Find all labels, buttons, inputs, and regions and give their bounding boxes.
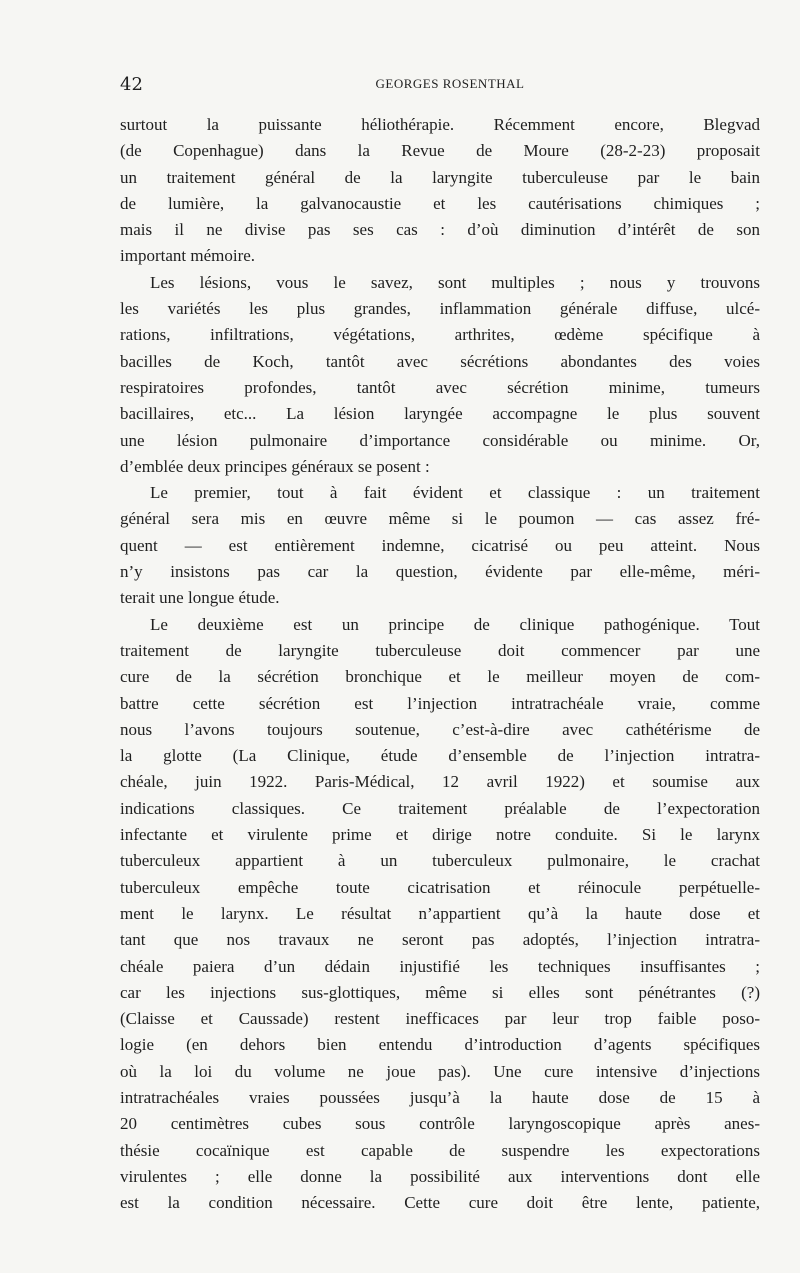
text-line: de lumière, la galvanocaustie et les cautérisations chimiques ; <box>120 193 760 213</box>
text-line: infectante et virulente prime et dirige notre conduite. Si le larynx <box>120 825 760 845</box>
text-line: Le deuxième est un principe de clinique pathogénique. Tout <box>150 614 760 634</box>
body-text <box>120 112 760 1216</box>
text-line: ment le larynx. Le résultat n’appartient qu’à la haute dose et <box>120 903 760 923</box>
text-line: respiratoires profondes, tantôt avec sécrétion minime, tumeurs <box>120 377 760 397</box>
text-line: terait une longue étude. <box>120 588 280 608</box>
text-line: Le premier, tout à fait évident et classique : un traitement <box>150 483 760 503</box>
text-line: nous l’avons toujours soutenue, c’est-à-dire avec cathétérisme de <box>120 719 760 739</box>
text-line: cure de la sécrétion bronchique et le meilleur moyen de com- <box>120 667 760 687</box>
text-line: traitement de laryngite tuberculeuse doit commencer par une <box>120 640 760 660</box>
running-head: GEORGES ROSENTHAL <box>375 76 525 91</box>
text-line: général sera mis en œuvre même si le poumon — cas assez fré- <box>120 509 760 529</box>
text-line: thésie cocaïnique est capable de suspendre les expectorations <box>120 1140 760 1160</box>
page-number: 42 <box>120 74 143 95</box>
text-line: bacilles de Koch, tantôt avec sécrétions abondantes des voies <box>120 351 760 371</box>
text-line: chéale, juin 1922. Paris-Médical, 12 avril 1922) et soumise aux <box>120 772 760 792</box>
text-line: où la loi du volume ne joue pas). Une cure intensive d’injections <box>120 1061 760 1081</box>
text-line: quent — est entièrement indemne, cicatrisé ou peu atteint. Nous <box>120 535 760 555</box>
text-line: Les lésions, vous le savez, sont multiples ; nous y trouvons <box>150 272 760 292</box>
text-line: mais il ne divise pas ses cas : d’où diminution d’intérêt de son <box>120 220 760 240</box>
text-line: un traitement général de la laryngite tuberculeuse par le bain <box>120 167 760 187</box>
text-line: d’emblée deux principes généraux se posent : <box>120 456 430 476</box>
text-line: surtout la puissante héliothérapie. Récemment encore, Blegvad <box>120 115 760 134</box>
text-line: important mémoire. <box>120 246 256 266</box>
text-line: chéale paiera d’un dédain injustifié les techniques insuffisantes ; <box>120 956 760 976</box>
text-line: indications classiques. Ce traitement préalable de l’expectoration <box>120 798 760 818</box>
text-line: battre cette sécrétion est l’injection intratrachéale vraie, comme <box>120 693 760 713</box>
text-line: une lésion pulmonaire d’importance considérable ou minime. Or, <box>120 430 760 450</box>
page-header <box>120 74 780 98</box>
text-line: tuberculeux empêche toute cicatrisation et réinocule perpétuelle- <box>120 877 760 897</box>
text-line: bacillaires, etc... La lésion laryngée accompagne le plus souvent <box>120 404 760 424</box>
text-line: intratrachéales vraies poussées jusqu’à la haute dose de 15 à <box>120 1087 760 1107</box>
text-line: logie (en dehors bien entendu d’introduction d’agents spécifiques <box>120 1035 760 1055</box>
text-line: la glotte (La Clinique, étude d’ensemble de l’injection intratra- <box>120 746 760 766</box>
text-line: tuberculeux appartient à un tuberculeux pulmonaire, le crachat <box>120 851 760 871</box>
text-line: n’y insistons pas car la question, évidente par elle-même, méri- <box>120 562 760 582</box>
text-line: virulentes ; elle donne la possibilité aux interventions dont elle <box>120 1166 760 1186</box>
text-line: rations, infiltrations, végétations, arthrites, œdème spécifique à <box>120 325 760 345</box>
text-line: est la condition nécessaire. Cette cure doit être lente, patiente, <box>120 1193 760 1213</box>
text-line: les variétés les plus grandes, inflammation générale diffuse, ulcé- <box>120 299 760 319</box>
text-line: tant que nos travaux ne seront pas adoptés, l’injection intratra- <box>120 930 760 950</box>
text-line: car les injections sus-glottiques, même si elles sont pénétrantes (?) <box>120 982 760 1002</box>
text-line: 20 centimètres cubes sous contrôle laryngoscopique après anes- <box>120 1114 760 1134</box>
text-line: (de Copenhague) dans la Revue de Moure (28-2-23) proposait <box>120 141 760 161</box>
text-line: (Claisse et Caussade) restent inefficaces par leur trop faible poso- <box>120 1009 760 1029</box>
